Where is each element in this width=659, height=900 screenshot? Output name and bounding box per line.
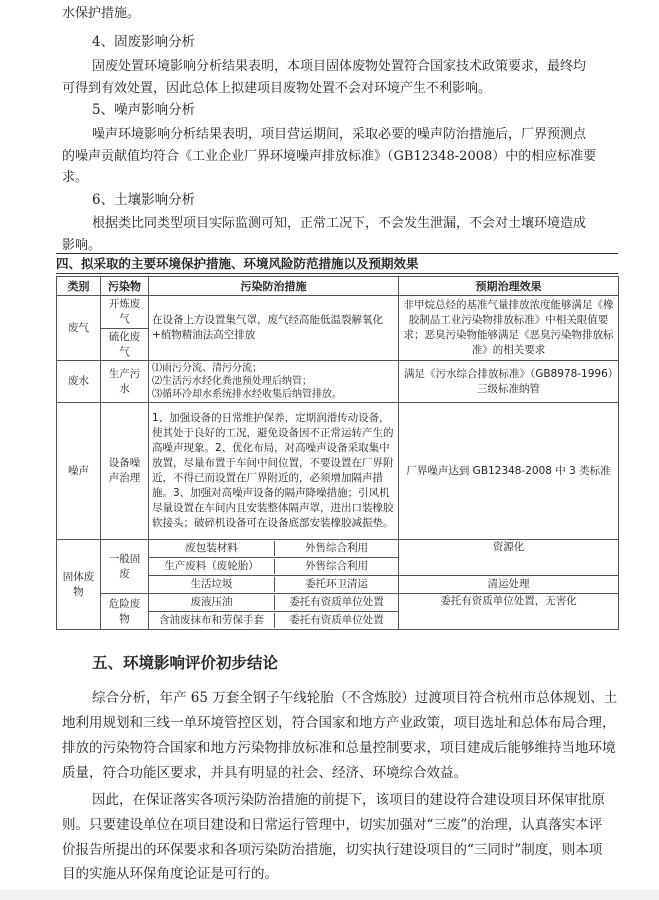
header-category: 类别 — [57, 277, 101, 296]
solid-row-4 — [149, 594, 399, 612]
cat-solid: 固体废物 — [57, 540, 101, 630]
text-soil-1: 根据类比同类型项目实际监测可知，正常工况下，不会发生泄漏，不会对土壤环境造成 — [92, 216, 587, 231]
heading-soil: 6、土壤影响分析 — [92, 192, 196, 208]
cat-noise: 噪声 — [57, 403, 101, 540]
header-effect: 预期治理效果 — [399, 277, 619, 296]
table-header-row — [57, 277, 619, 296]
section4-title: 四、拟采取的主要环境保护措施、环境风险防范措施以及预期效果 — [56, 256, 419, 271]
pollutant-mixing: 开炼废气 — [101, 296, 149, 329]
pollutant-general-solid: 一般固废 — [101, 540, 149, 594]
header-pollutant: 污染物 — [101, 277, 149, 296]
table-row — [57, 594, 619, 612]
header-measure: 污染防治措施 — [149, 277, 399, 296]
table-row — [57, 296, 619, 329]
measure-air: 在设备上方设置集气罩，废气经高能低温裂解氧化+植物精油法高空排放 — [149, 296, 399, 361]
solid-measure: 外售综合利用 — [274, 559, 398, 574]
conclusion-a2: 地利用规划和三线一单环境管控区划，符合国家和地方产业政策，项目选址和总体布局合理， — [62, 715, 616, 731]
measure-water-2: ⑵生活污水经化粪池预处理后纳管； — [152, 376, 312, 387]
measure-water-3: ⑶循环冷却水系统排水经收集后纳管排放。 — [152, 389, 342, 400]
solid-item: 废包装材料 — [185, 542, 238, 554]
solid-effect-1: 资源化 — [399, 540, 619, 576]
conclusion-b4: 目的实施从环保角度论证是可行的。 — [62, 866, 278, 882]
conclusion-b2: 则。只要建设单位在项目建设和日常运行管理中，切实加强对“三废”的治理，认真落实本评 — [62, 817, 603, 833]
text-solid-1: 固废处置环境影响分析结果表明，本项目固体废物处置符合国家技术政策要求，最终均 — [92, 59, 587, 74]
conclusion-a3: 排放的污染物符合国家和地方污染物排放标准和总量控制要求，项目建成后能够维持当地环境 — [62, 740, 616, 756]
conclusion-a1: 综合分析，年产 65 万套全钢子午线轮胎（不含炼胶）过渡项目符合杭州市总体规划、土 — [92, 690, 618, 706]
effect-noise: 厂界噪声达到 GB12348-2008 中 3 类标准 — [399, 403, 619, 540]
solid-item: 生产废料（废轮胎） — [164, 560, 259, 572]
pollutant-hazardous: 危险废物 — [101, 594, 149, 630]
text-solid-2: 可得到有效处置，因此总体上拟建项目废物处置不会对环境产生不利影响。 — [62, 81, 492, 96]
table-row — [57, 361, 619, 403]
solid-measure: 委托有资质单位处置 — [274, 613, 398, 628]
page-bottom-edge — [0, 890, 659, 900]
section5-title: 五、环境影响评价初步结论 — [92, 654, 279, 672]
conclusion-b3: 价报告所提出的环保要求和各项污染防治措施，切实执行建设项目的“三同时”制度，则本项 — [62, 842, 603, 858]
measure-water — [149, 361, 399, 403]
solid-effect-3: 清运处理 — [399, 576, 619, 594]
solid-row-2 — [149, 558, 399, 576]
cat-air: 废气 — [57, 296, 101, 361]
paragraph-continuation: 水保护措施。 — [62, 6, 141, 21]
pollutant-sewage: 生产污水 — [101, 361, 149, 403]
solid-effect-4: 委托有资质单位处置，无害化 — [399, 594, 619, 630]
pollutant-noise: 设备噪声治理 — [101, 403, 149, 540]
text-noise-3: 求。 — [62, 170, 89, 185]
solid-measure: 委托有资质单位处置 — [274, 595, 398, 610]
text-noise-1: 噪声环境影响分析结果表明，项目营运期间，采取必要的噪声防治措施后，厂界预测点 — [92, 127, 587, 142]
solid-measure: 委托环卫清运 — [274, 577, 398, 592]
section-rule-bottom — [56, 273, 618, 274]
conclusion-b1: 因此，在保证落实各项污染防治措施的前提下，该项目的建设符合建设项目环保审批原 — [92, 792, 605, 808]
cat-water: 废水 — [57, 361, 101, 403]
table-row — [57, 403, 619, 540]
solid-item: 废液压油 — [190, 596, 233, 608]
text-soil-2: 影响。 — [62, 238, 102, 253]
measures-table — [56, 276, 619, 630]
measure-water-1: ⑴雨污分流、清污分流； — [152, 363, 262, 374]
text-noise-2: 的噪声贡献值均符合《工业企业厂界环境噪声排放标准》（GB12348-2008）中的相应标准要 — [62, 149, 597, 164]
solid-row-5 — [149, 612, 399, 630]
conclusion-a4: 质量，符合功能区要求，并具有明显的社会、经济、环境综合效益。 — [62, 765, 467, 781]
solid-measure: 外售综合利用 — [274, 541, 398, 556]
pollutant-vulcanizing: 硫化废气 — [101, 329, 149, 361]
solid-item: 生活垃圾 — [190, 578, 233, 590]
table-row — [57, 540, 619, 558]
effect-air: 非甲烷总烃的基准气量排放浓度能够满足《橡胶制品工业污染物排放标准》中相关限值要求；恶臭污染物能够满足《恶臭污染物排放标准》的相关要求 — [399, 296, 619, 361]
heading-noise: 5、噪声影响分析 — [92, 102, 196, 118]
measure-noise: 1、加强设备的日常维护保养，定期润滑传动设备，使其处于良好的工况，避免设备因不正常运转产生的高噪声现象。2、优化布局，对高噪声设备采取集中放置，尽量布置于车间中间位置，不要设置在厂界附近，不得已而设置在厂界附近的，必须增加隔声措施。3、加强对高噪声设备的隔声降噪措施；引风机尽量设置在车间内且安装整体隔声罩，进出口装橡胶软接头；破碎机设备可在设备底部安装橡胶减振垫。 — [149, 403, 399, 540]
solid-row-3 — [149, 576, 399, 594]
heading-solid-waste: 4、固废影响分析 — [92, 34, 196, 50]
solid-row-1 — [149, 540, 399, 558]
solid-item: 含油废抹布和劳保手套 — [159, 614, 264, 626]
effect-water: 满足《污水综合排放标准》（GB8978-1996）三级标准纳管 — [399, 361, 619, 403]
